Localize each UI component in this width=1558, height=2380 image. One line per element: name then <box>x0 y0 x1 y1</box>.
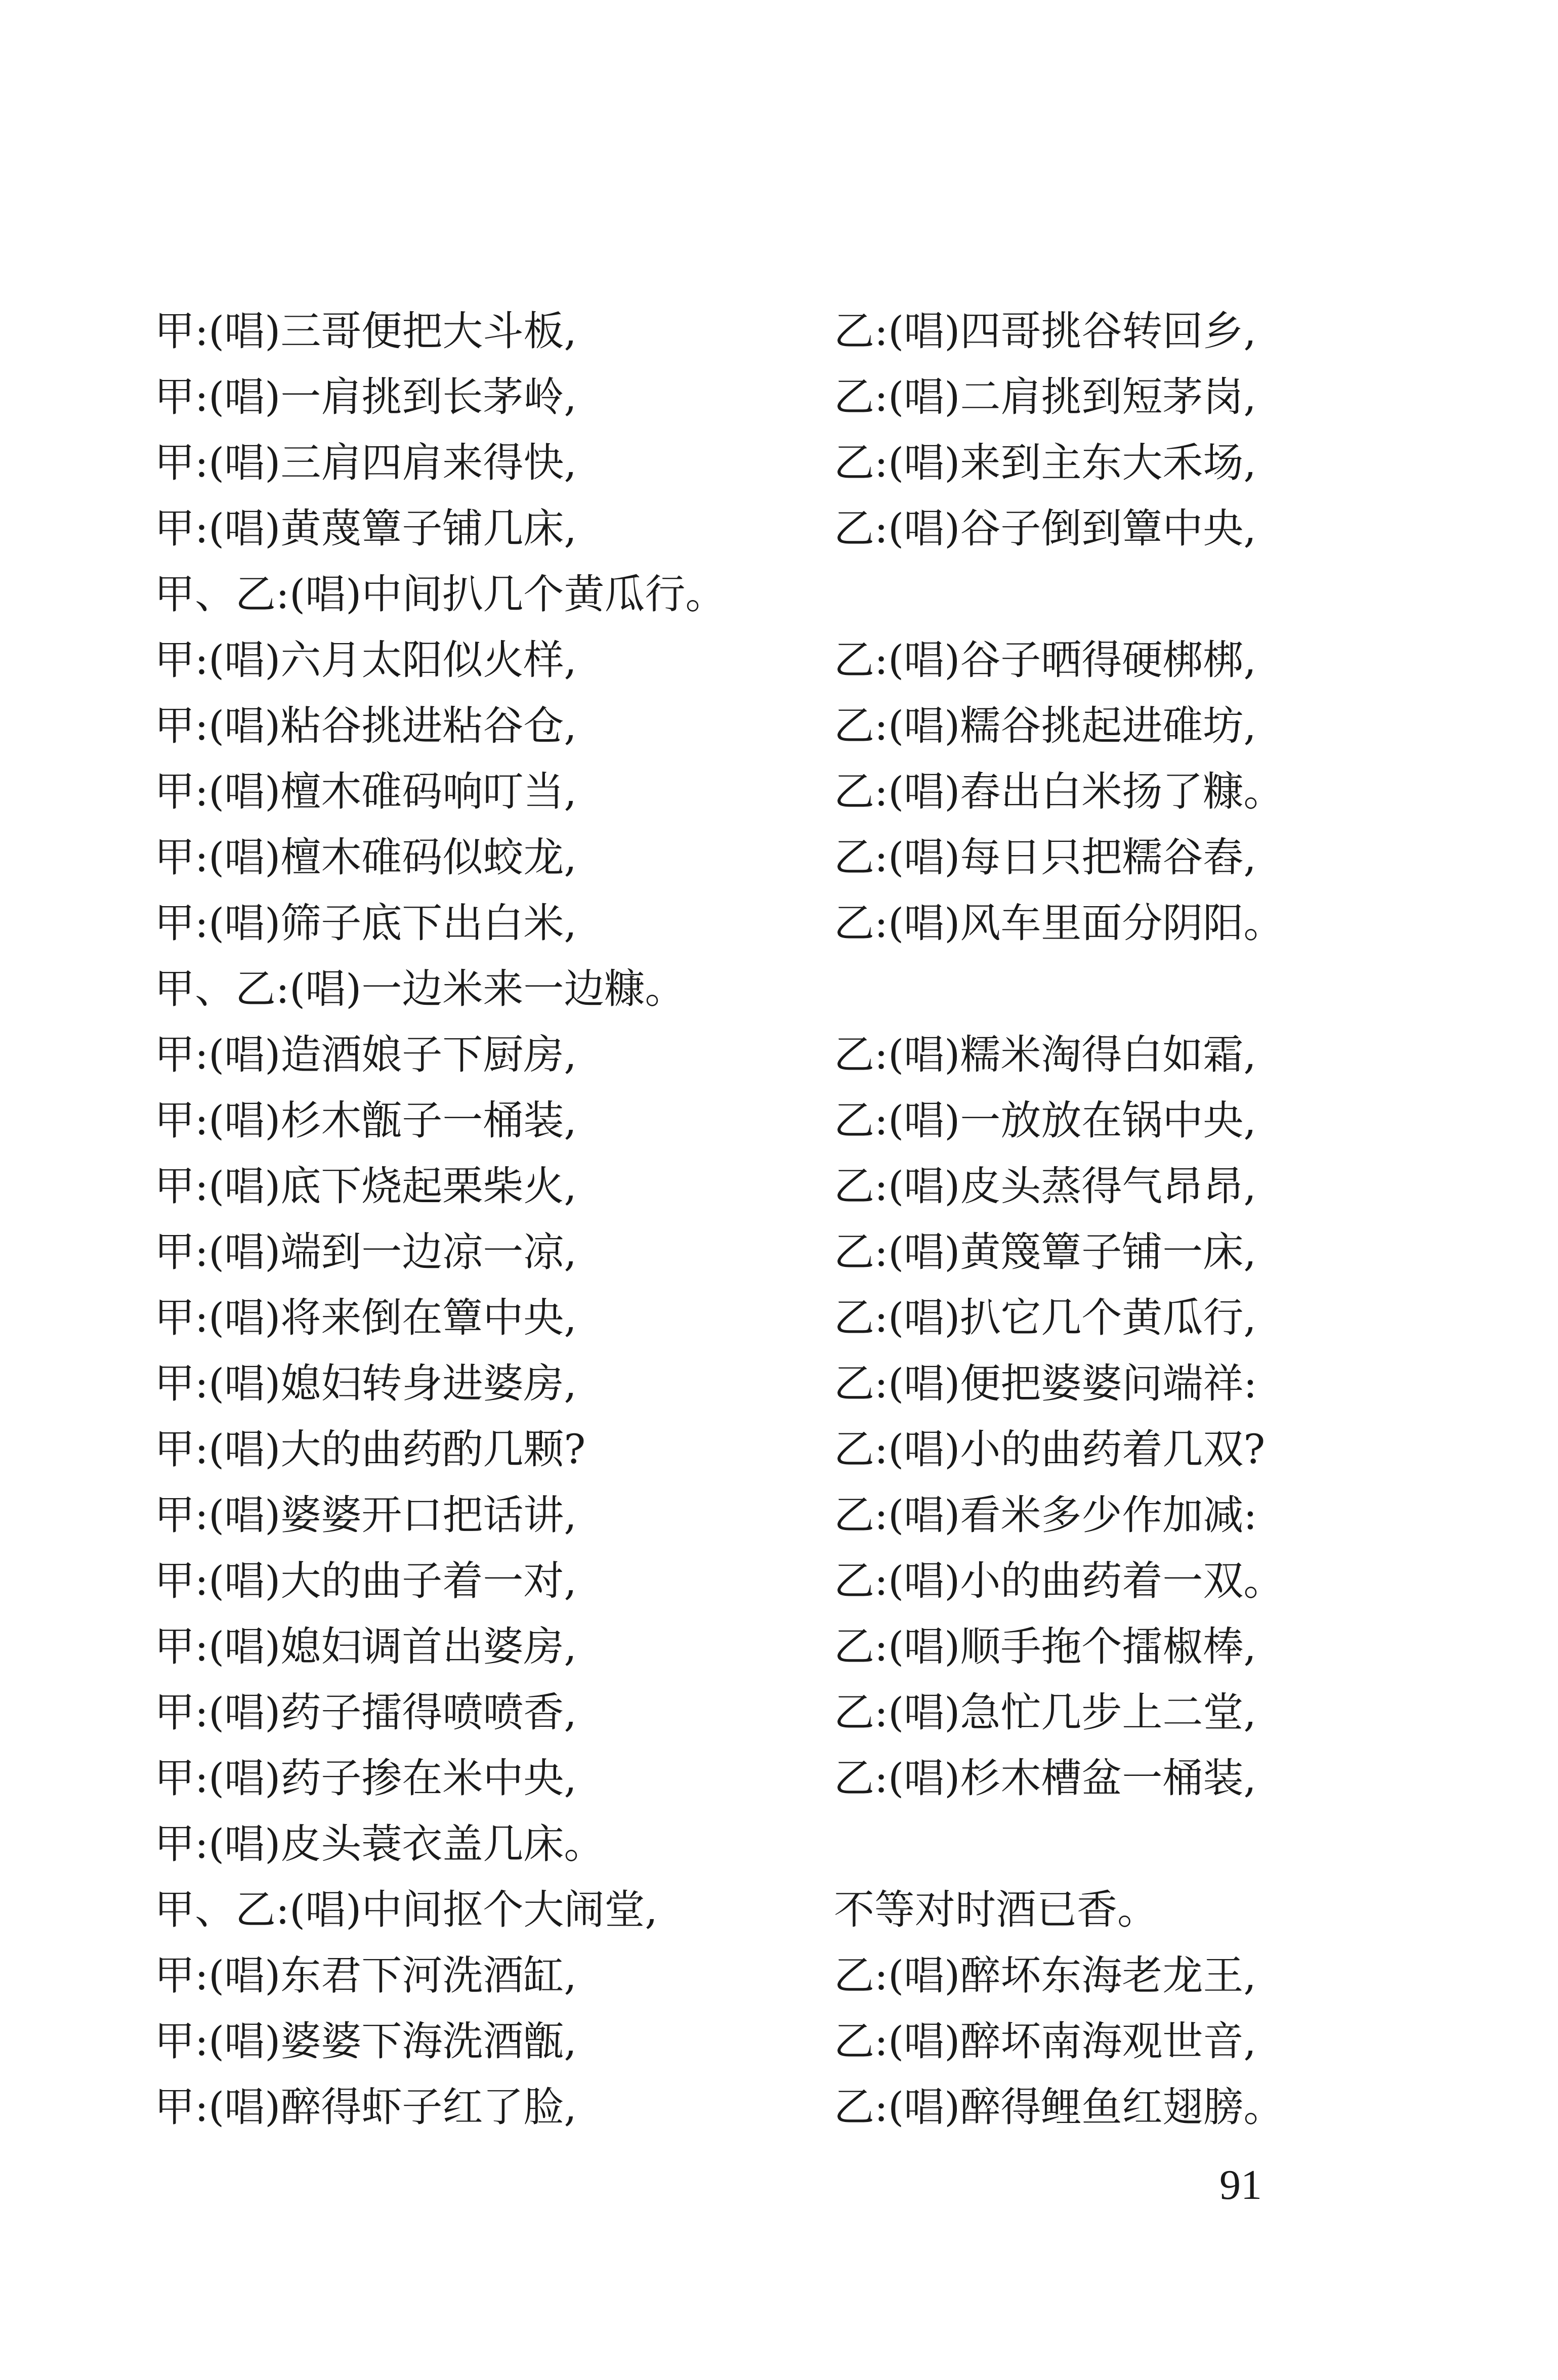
verse-row <box>154 693 1318 759</box>
verse-line-right: 乙:(唱)皮头蒸得气昂昂, <box>834 1163 1256 1210</box>
verse-row <box>154 1943 1318 2009</box>
verse-line-right: 乙:(唱)小的曲药着几双? <box>834 1426 1266 1473</box>
verse-line-left: 甲:(唱)造酒娘子下厨房, <box>154 1031 577 1078</box>
verse-row <box>154 825 1318 890</box>
verse-row <box>154 1154 1318 1219</box>
verse-line-left: 甲:(唱)一肩挑到长茅岭, <box>154 373 577 420</box>
verse-line-left: 甲:(唱)檀木碓码响叮当, <box>154 768 577 815</box>
verse-line-right: 乙:(唱)小的曲药着一双。 <box>834 1557 1284 1604</box>
verse-line-right: 乙:(唱)醉坏南海观世音, <box>834 2018 1256 2065</box>
verse-row <box>154 759 1318 825</box>
verse-row <box>154 627 1318 693</box>
verse-line-left: 甲:(唱)三肩四肩来得快, <box>154 439 577 486</box>
verse-row <box>154 2009 1318 2074</box>
verse-row <box>154 299 1318 364</box>
verse-row <box>154 1351 1318 1417</box>
verse-line-left: 甲:(唱)粘谷挑进粘谷仓, <box>154 702 577 749</box>
verse-line-right: 乙:(唱)顺手拖个擂椒棒, <box>834 1623 1256 1670</box>
verse-row <box>154 1877 1318 1943</box>
verse-line-right: 乙:(唱)急忙几步上二堂, <box>834 1689 1256 1736</box>
verse-line-left: 甲:(唱)将来倒在簟中央, <box>154 1294 577 1341</box>
verse-line-left: 甲:(唱)黄蔑簟子铺几床, <box>154 505 577 552</box>
verse-line-full: 甲、乙:(唱)一边米来一边糠。 <box>154 965 686 1012</box>
verse-row <box>154 1680 1318 1746</box>
verse-line-left: 甲:(唱)婆婆开口把话讲, <box>154 1492 577 1539</box>
verse-line-right: 乙:(唱)谷子晒得硬梆梆, <box>834 636 1256 684</box>
verse-row <box>154 1746 1318 1811</box>
verse-row <box>154 956 1318 1022</box>
verse-line-right: 乙:(唱)谷子倒到簟中央, <box>834 505 1256 552</box>
verse-line-left: 甲:(唱)婆婆下海洗酒甑, <box>154 2018 577 2065</box>
verse-line-right: 不等对时酒已香。 <box>834 1886 1158 1933</box>
verse-row <box>154 562 1318 627</box>
verse-row <box>154 1811 1318 1877</box>
verse-line-left: 甲:(唱)檀木碓码似蛟龙, <box>154 834 577 881</box>
verse-line-right: 乙:(唱)醉得鲤鱼红翅膀。 <box>834 2084 1284 2131</box>
verse-line-left: 甲:(唱)底下烧起栗柴火, <box>154 1163 577 1210</box>
verse-row <box>154 1022 1318 1088</box>
verse-line-right: 乙:(唱)扒它几个黄瓜行, <box>834 1294 1256 1341</box>
verse-line-full: 甲、乙:(唱)中间扒几个黄瓜行。 <box>154 571 726 618</box>
verse-line-left: 甲:(唱)药子掺在米中央, <box>154 1755 577 1802</box>
verse-line-right: 乙:(唱)看米多少作加减: <box>834 1492 1257 1539</box>
verse-row <box>154 1548 1318 1614</box>
verse-line-left: 甲:(唱)药子擂得喷喷香, <box>154 1689 577 1736</box>
verse-line-right: 乙:(唱)黄篾簟子铺一床, <box>834 1228 1256 1276</box>
verse-line-right: 乙:(唱)糯米淘得白如霜, <box>834 1031 1256 1078</box>
verse-line-left: 甲:(唱)醉得虾子红了脸, <box>154 2084 577 2131</box>
verse-row <box>154 2074 1318 2140</box>
verse-row <box>154 430 1318 496</box>
verse-row <box>154 1482 1318 1548</box>
verse-row <box>154 1219 1318 1285</box>
verse-line-left: 甲:(唱)三哥便把大斗板, <box>154 308 577 355</box>
verse-row <box>154 1614 1318 1680</box>
verse-line-left: 甲、乙:(唱)中间抠个大闹堂, <box>154 1886 658 1933</box>
verse-row <box>154 496 1318 562</box>
page-number: 91 <box>1219 2161 1262 2208</box>
verse-line-left: 甲:(唱)大的曲药酌几颗? <box>154 1426 586 1473</box>
verse-row <box>154 1285 1318 1351</box>
verse-line-right: 乙:(唱)便把婆婆问端祥: <box>834 1360 1257 1407</box>
verse-line-right: 乙:(唱)风车里面分阴阳。 <box>834 900 1284 947</box>
verse-row <box>154 1417 1318 1482</box>
verse-line-left: 甲:(唱)东君下河洗酒缸, <box>154 1952 577 1999</box>
verse-row <box>154 890 1318 956</box>
verse-line-right: 乙:(唱)杉木槽盆一桶装, <box>834 1755 1256 1802</box>
verse-line-right: 乙:(唱)糯谷挑起进碓坊, <box>834 702 1256 749</box>
verse-line-right: 乙:(唱)每日只把糯谷舂, <box>834 834 1256 881</box>
verse-line-left: 甲:(唱)媳妇调首出婆房, <box>154 1623 577 1670</box>
verse-line-left: 甲:(唱)六月太阳似火样, <box>154 636 577 684</box>
verse-line-left: 甲:(唱)媳妇转身进婆房, <box>154 1360 577 1407</box>
verse-line-left: 甲:(唱)筛子底下出白米, <box>154 900 577 947</box>
verse-line-right: 乙:(唱)二肩挑到短茅岗, <box>834 373 1256 420</box>
verse-lines <box>154 299 1318 2140</box>
verse-line-left: 甲:(唱)端到一边凉一凉, <box>154 1228 577 1276</box>
verse-line-left: 甲:(唱)杉木甑子一桶装, <box>154 1097 577 1144</box>
verse-line-full: 甲:(唱)皮头蓑衣盖几床。 <box>154 1820 605 1867</box>
verse-line-right: 乙:(唱)醉坏东海老龙王, <box>834 1952 1256 1999</box>
verse-row <box>154 1088 1318 1154</box>
verse-line-right: 乙:(唱)来到主东大禾场, <box>834 439 1256 486</box>
verse-row <box>154 364 1318 430</box>
verse-line-right: 乙:(唱)一放放在锅中央, <box>834 1097 1256 1144</box>
verse-line-right: 乙:(唱)四哥挑谷转回乡, <box>834 308 1256 355</box>
verse-line-right: 乙:(唱)舂出白米扬了糠。 <box>834 768 1284 815</box>
verse-line-left: 甲:(唱)大的曲子着一对, <box>154 1557 577 1604</box>
